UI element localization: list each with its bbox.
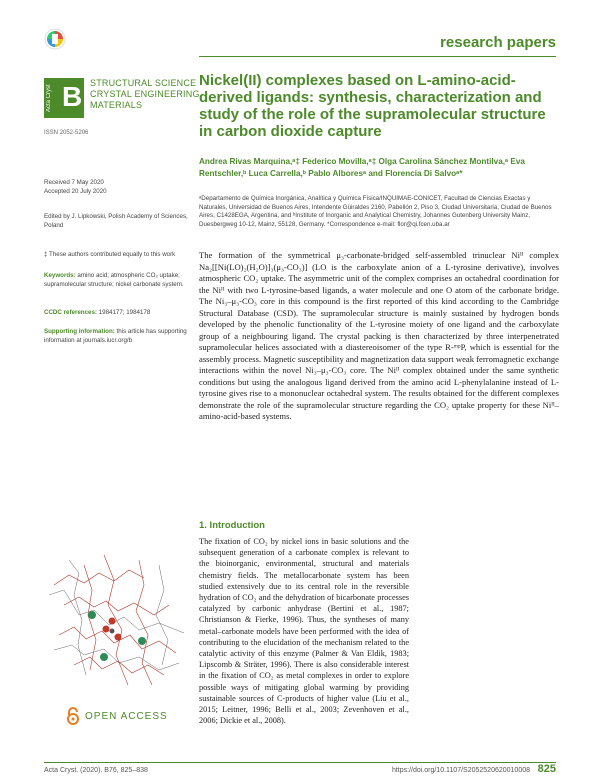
keywords-text: amino acid; atmospheric CO₂ uptake; supramolecular structure; nickel carbonate system. — [44, 272, 184, 288]
nickel-atom — [100, 653, 108, 661]
section-heading: 1. Introduction — [199, 520, 265, 531]
journal-line: STRUCTURAL SCIENCE — [90, 78, 197, 88]
nickel-atom — [138, 637, 146, 645]
open-access-icon — [66, 707, 80, 730]
supp-text[interactable]: this article has supporting information at journals.iucr.org/b — [44, 328, 187, 344]
journal-line: MATERIALS — [90, 100, 143, 110]
logo-letter: B — [62, 81, 83, 112]
ccdc-label: CCDC references: — [44, 309, 97, 316]
abstract — [199, 250, 559, 423]
dates — [44, 178, 190, 196]
logo-side-text: Acta Cryst — [46, 84, 52, 112]
molecule-figure — [44, 545, 192, 700]
article-title: Nickel(II) complexes based on L-amino-acid-derived ligands: synthesis, characterization and study of the role of the supramolecular structure in carbon dioxide capture — [199, 72, 546, 140]
nickel-atom — [88, 611, 96, 619]
keywords — [44, 271, 190, 289]
section-header: research papers — [440, 34, 556, 51]
crossmark-icon[interactable] — [44, 28, 66, 50]
keywords-label: Keywords: — [44, 272, 76, 279]
intro-text: The fixation of CO₂ by nickel ions in basic solutions and the subsequent generation of a carbonate complex is relevant to the bioinorganic, environmental, structural and materials chemistry fields. The metallocarbonate system has been studied extensively due to its central role in the reversible hydration of CO₂ and the dehydration of bicarbonate processes catalyzed by carbonic anhydrase (Bertini et al., 1987; Christianson & Fierke, 1996). Thus, the syntheses of many metal–carbonate models have been performed with the idea of contributing to the elucidation of the mechanism related to the catalytic activity of this enzyme (Palmer & Van Eldik, 1983; Lipscomb & Sträter, 1996). There is also considerable interest in the fixation of CO₂ as metal complexes in order to explore possible ways of mitigating global warming by providing sustainable sources of C-products of higher value (Liu et al., 2015; Leitner, 1996; Belli et al., 2003; Zevenhoven et al., 2006; Dickie et al., 2008). — [199, 537, 409, 726]
carbon-atom — [110, 629, 115, 634]
intro-body — [199, 536, 409, 726]
received-date: Received 7 May 2020 — [44, 179, 104, 186]
editor-note: Edited by J. Lipkowski, Polish Academy of Sciences, Poland — [44, 213, 188, 229]
open-access-label: OPEN ACCESS — [85, 711, 168, 722]
journal-line: CRYSTAL ENGINEERING — [90, 89, 200, 99]
affiliations: ᵃDepartamento de Química Inorgánica, Analítica y Química Física/INQUIMAE-CONICET, Facultad de Ciencias Exactas y Naturales, Universidad de Buenos Aires, Intendente Güiraldes 2160, Pabellón 2, Piso 3, Ciudad Universitaria, Ciudad de Buenos Aires, C1428EGA, Argentina, and ᵇInstitute of Inorganic and Analytical Chemistry, Johannes Gutenberg University Mainz, Duesbergweg 10-12, Mainz, 55128, Germany. *Correspondence e-mail: flor@qi.fcen.uba.ar — [199, 195, 552, 228]
issn: ISSN 2052-5206 — [44, 130, 89, 136]
journal-name — [90, 78, 200, 111]
oxygen-atom — [115, 634, 122, 641]
journal-logo — [44, 78, 84, 118]
abstract-text: The formation of the symmetrical μ₃-carbonate-bridged self-assembled trinuclear Niᴵᴵ complex Na₂[[Ni(LO)₂(H₂O)]₃(μ₃-CO₃)] (LO is the carboxylate anion of a L-tyrosine derivative), involves atmospheric CO₂ uptake. The asymmetric unit of the complex comprises an octahedral coordination for the Niᴵᴵ with two L-tyrosine-based ligands, a water molecule and one O atom of the carbonate bridge. The Ni₃–μ₃-CO₃ core in this compound is the first reported of this kind according to the Cambridge Structural Database (CSD). The supramolecular structure is mainly sustained by hydrogen bonds developed by the phenolic functionality of the L-tyrosine moiety of one ligand and the carboxylate group of a neighbouring ligand. The crystal packing is then characterized by three interpenetrated supramolecular helices associated with a diastereoisomer of the type R-ᵐᵖP, which is essential for the assembly process. Magnetic susceptibility and magnetization data support weak ferromagnetic exchange interactions within the novel Ni₃–μ₃-CO₃ core. The Niᴵᴵ complex obtained under the same synthetic conditions but using the analogous ligand derived from the amino acid L-phenylalanine instead of L-tyrosine gives rise to a mononuclear octahedral system. The results obtained for the different complexes demonstrate the role of the supramolecular structure regarding the CO₂ uptake property for these Niᴵᴵ–amino-acid-based systems. — [199, 250, 559, 421]
ccdc-references — [44, 308, 190, 317]
header-rule — [199, 56, 556, 57]
page-number: 825 — [537, 763, 556, 775]
supporting-information — [44, 327, 190, 345]
oxygen-atom — [109, 618, 116, 625]
accepted-date: Accepted 20 July 2020 — [44, 188, 107, 195]
footer-rule — [44, 762, 556, 763]
oxygen-atom — [103, 626, 110, 633]
ccdc-text: 1984177; 1984178 — [98, 309, 151, 316]
citation: Acta Cryst. (2020). B76, 825–838 — [44, 767, 148, 774]
author-list: Andrea Rivas Marquina,ᵃ‡ Federico Movilla,ᵃ‡ Olga Carolina Sánchez Montilva,ᵃ Eva Rentschler,ᵇ Luca Carrella,ᵇ Pablo Alboresᵃ and Florencia Di Salvoᵃ* — [199, 157, 525, 178]
doi-link[interactable]: https://doi.org/10.1107/S2052520620010008 — [391, 767, 530, 774]
supp-label: Supporting information: — [44, 328, 115, 335]
equal-contribution-note: ‡ These authors contributed equally to this work — [44, 251, 176, 258]
